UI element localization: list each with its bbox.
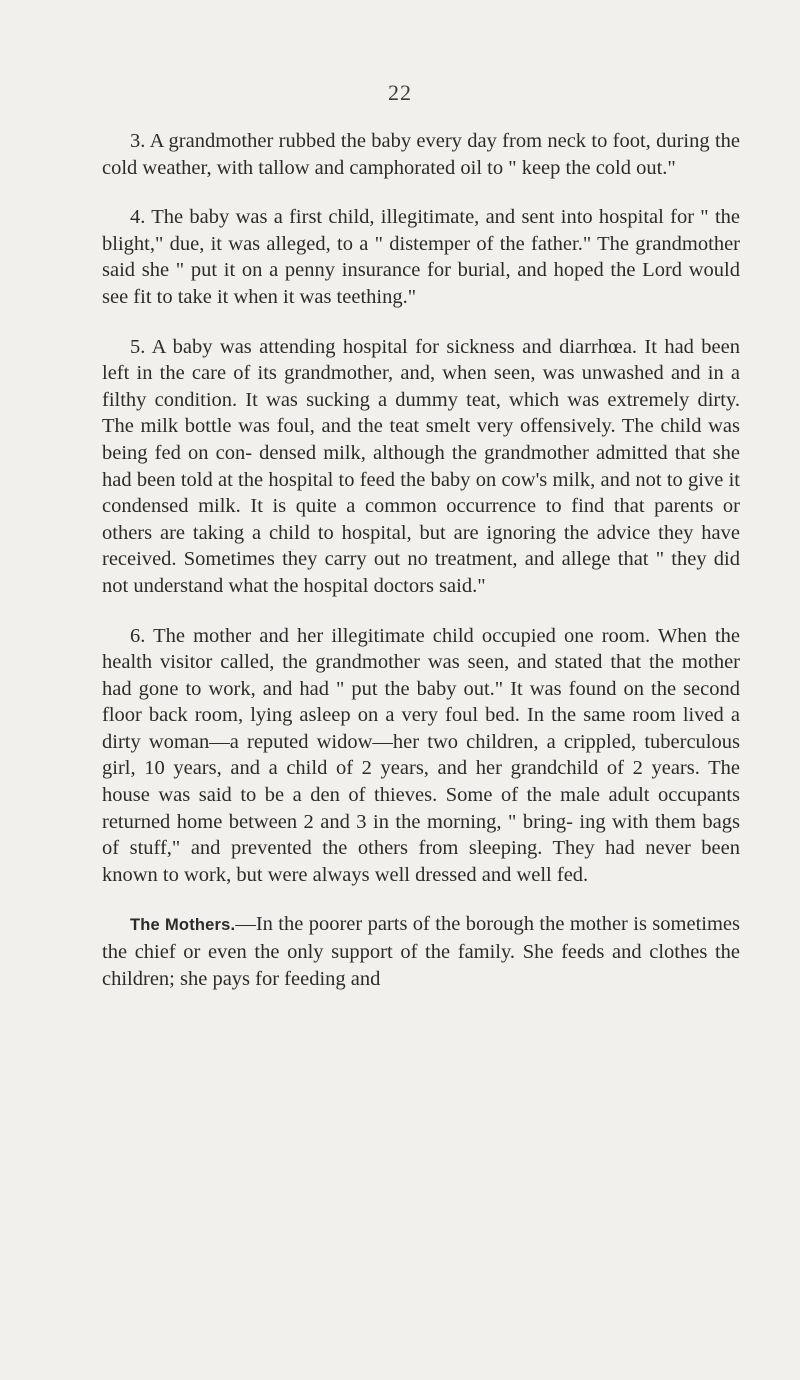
paragraph-4: 4. The baby was a first child, illegitimate, and sent into hospital for " the blight," due, it was alleged, to a " distemper of the father." The grandmother said she " put it on a penny insurance for burial, and hoped the Lord would see fit to take it when it was teething." [102, 206, 740, 308]
paragraph-3: 3. A grandmother rubbed the baby every day from neck to foot, during the cold weather, with tallow and camphorated oil to " keep the cold out." [102, 130, 740, 179]
page-number: 22 [388, 80, 412, 105]
mothers-paragraph [102, 911, 740, 992]
paragraph-5: 5. A baby was attending hospital for sickness and diarrhœa. It had been left in the care of its grandmother, and, when seen, was unwashed and in a filthy condition. It was sucking a dummy teat, which was extremely dirty. The milk bottle was foul, and the teat smelt very offensively. The child was being fed on con- densed milk, although the grandmother admitted that she had been told at the hospital to feed the baby on cow's milk, and not to give it condensed milk. It is quite a common occurrence to find that parents or others are taking a child to hospital, but are ignoring the advice they have received. Sometimes they carry out no treatment, and allege that " they did not understand what the hospital doctors said." [102, 335, 740, 597]
mothers-text: —In the poorer parts of the borough the mother is sometimes the chief or even the only support of the family. She feeds and clothes the children; she pays for feeding and [102, 913, 740, 990]
paragraph-6: 6. The mother and her illegitimate child occupied one room. When the health visitor called, the grandmother was seen, and stated that the mother had gone to work, and had " put the baby out." It was found on the second floor back room, lying asleep on a very foul bed. In the same room lived a dirty woman—a reputed widow—her two children, a crippled, tuberculous girl, 10 years, and a child of 2 years, and her grandchild of 2 years. The house was said to be a den of thieves. Some of the male adult occupants returned home between 2 and 3 in the morning, " bring- ing with them bags of stuff," and prevented the others from sleeping. They had never been known to work, but were always well dressed and well fed. [102, 624, 740, 886]
body-text [102, 128, 740, 1015]
section-heading: The Mothers. [130, 916, 236, 935]
